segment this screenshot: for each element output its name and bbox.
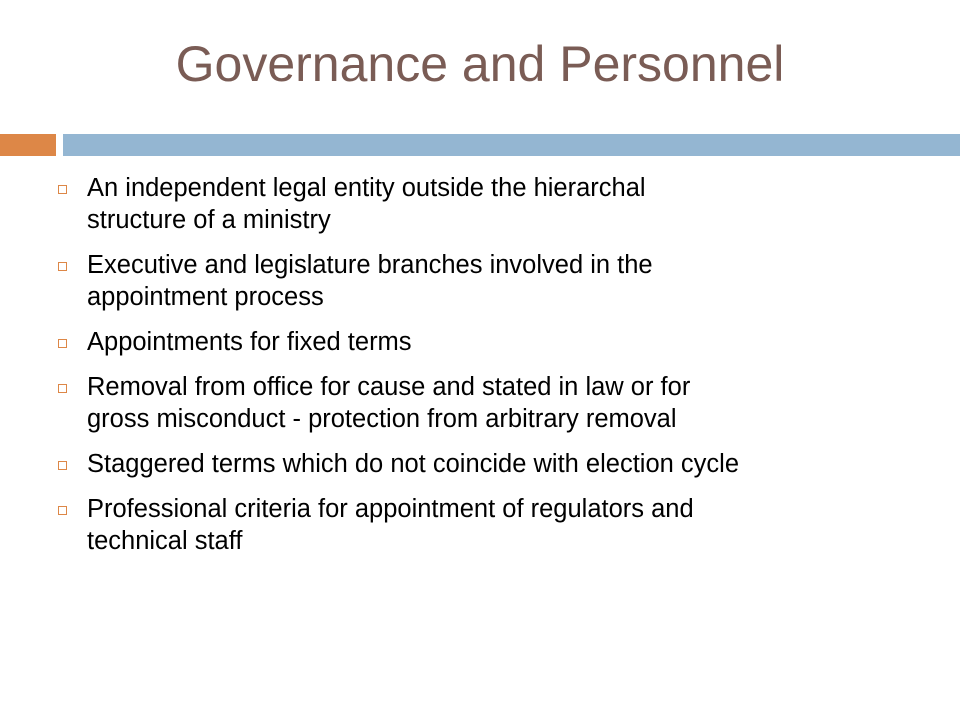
bullet-line: structure of a ministry [87, 206, 331, 234]
bullet-line: Removal from office for cause and stated in law or for [87, 373, 691, 401]
bullet-item [58, 448, 938, 480]
bullet-line: gross misconduct - protection from arbitrary removal [87, 405, 677, 433]
bullet-item [58, 172, 938, 236]
accent-bar-blue [63, 134, 960, 156]
bullet-line: An independent legal entity outside the hierarchal [87, 174, 646, 202]
bullet-line: Appointments for fixed terms [87, 328, 412, 356]
bullet-line: technical staff [87, 527, 243, 555]
bullet-text [87, 493, 694, 557]
hollow-square-icon [58, 506, 67, 515]
hollow-square-icon [58, 339, 67, 348]
bullet-item [58, 326, 938, 358]
bullet-line: Executive and legislature branches involved in the [87, 251, 653, 279]
hollow-square-icon [58, 384, 67, 393]
bullet-line: Professional criteria for appointment of regulators and [87, 495, 694, 523]
bullet-item [58, 493, 938, 557]
slide-title: Governance and Personnel [175, 36, 785, 92]
bullet-text [87, 249, 653, 313]
accent-bar-orange [0, 134, 56, 156]
bullet-item [58, 249, 938, 313]
hollow-square-icon [58, 461, 67, 470]
bullet-text [87, 371, 690, 435]
hollow-square-icon [58, 262, 67, 271]
bullet-text [87, 172, 646, 236]
bullet-line: appointment process [87, 283, 324, 311]
bullet-item [58, 371, 938, 435]
bullet-text [87, 448, 739, 480]
bullet-text [87, 326, 412, 358]
hollow-square-icon [58, 185, 67, 194]
bullet-line: Staggered terms which do not coincide with election cycle [87, 450, 740, 478]
bullet-list [58, 172, 938, 570]
